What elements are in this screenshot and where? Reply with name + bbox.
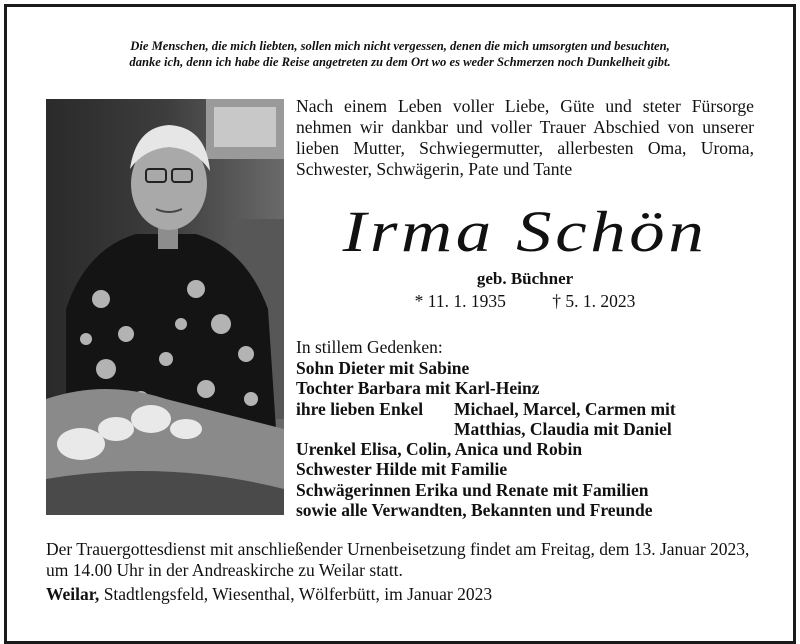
grandchildren-names-1: Michael, Marcel, Carmen mit [454,398,676,419]
mourner-line: Tochter Barbara mit Karl-Heinz [296,378,540,399]
mourner-line: Urenkel Elisa, Colin, Anica und Robin [296,439,583,460]
service-notice: Der Trauergottesdienst mit anschließender Urnenbeisetzung findet am Freitag, dem 13. Januar 2023, um 14.00 Uhr in der Andreaskirche zu Weilar statt. [46,539,750,580]
mourner-grandchildren [296,399,756,419]
mourner-line: Sohn Dieter mit Sabine [296,358,470,378]
mourners-list [296,358,756,520]
memory-heading: In stillem Gedenken: [296,337,443,357]
maiden-name: geb. Büchner [476,269,574,288]
mourner-line: Schwester Hilde mit Familie [296,459,508,480]
grandchildren-names-2: Matthias, Claudia mit Daniel [454,418,672,439]
life-dates [296,290,754,312]
place-rest: Stadtlengsfeld, Wiesenthal, Wölferbütt, im Januar 2023 [99,584,493,604]
motto-line-2: danke ich, denn ich habe die Reise angetreten zu dem Ort wo es weder Schmerzen noch Dunkelheit gibt. [129,55,671,69]
mourner-line: Schwägerinnen Erika und Renate mit Familien [296,479,649,500]
intro-text: Nach einem Leben voller Liebe, Güte und steter Fürsorge nehmen wir dankbar und voller Trauer Abschied von unserer lieben Mutter, Schwiegermutter, allerbesten Oma, Uroma, Schwester, Schwägerin, Pate und Tante [296,96,754,179]
place-date-line [46,583,492,605]
birth-date: * 11. 1. 1935 [414,291,506,311]
place-town: Weilar, [46,584,100,604]
deceased-name: Irma Schön [342,199,708,264]
motto-line-1: Die Menschen, die mich liebten, sollen mich nicht vergessen, denen die mich umsorgten und besuchten, [130,39,670,53]
grandchildren-label: ihre lieben Enkel [296,398,424,419]
motto-quote [0,38,800,70]
death-date: † 5. 1. 2023 [552,291,636,311]
portrait-photo [46,99,284,515]
mourner-line: sowie alle Verwandten, Bekannten und Freunde [296,500,653,521]
